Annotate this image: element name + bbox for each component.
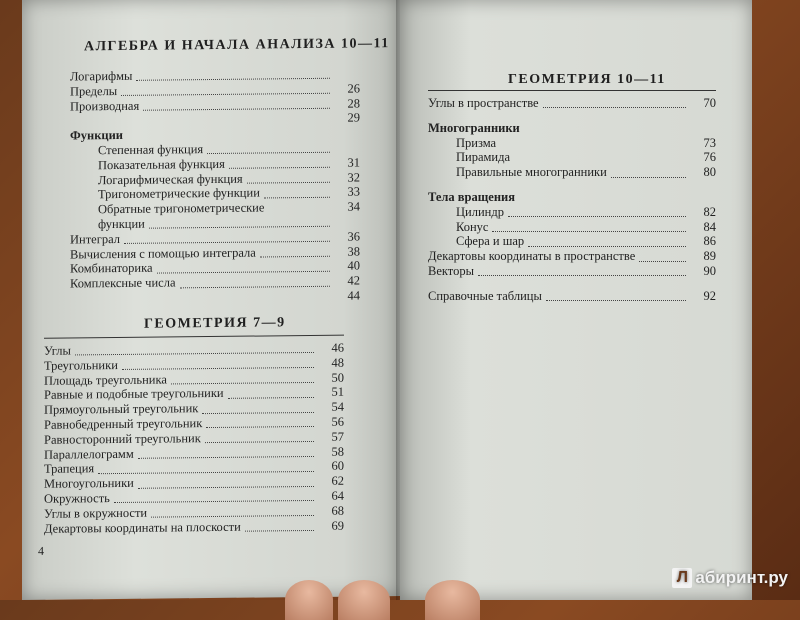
toc-entry-title: Углы (44, 343, 71, 358)
toc-entry-title: Показательная функция (70, 157, 225, 173)
toc-entry-title: Призма (428, 136, 496, 151)
toc-leader-dots (519, 193, 686, 202)
toc-geometry-10-11 (428, 96, 716, 304)
toc-entry-page: 33 (334, 185, 360, 200)
finger (285, 580, 333, 620)
toc-leader-dots (247, 173, 330, 184)
toc-leader-dots (207, 143, 330, 154)
toc-entry-title: Обратные тригонометрические (70, 201, 264, 218)
toc-leader-dots (171, 373, 314, 384)
toc-section-heading (428, 190, 716, 205)
toc-entry-page: 62 (318, 474, 344, 489)
toc-entry (428, 150, 716, 165)
finger (338, 580, 390, 620)
toc-entry-title: Декартовы координаты в пространстве (428, 249, 635, 264)
toc-entry-page: 36 (334, 229, 360, 244)
toc-entry-title: Прямоугольный треугольник (44, 401, 198, 417)
heading-geometry-10-11: ГЕОМЕТРИЯ 10—11 (508, 72, 666, 88)
toc-entry-page: 56 (318, 415, 344, 430)
toc-entry (70, 288, 360, 306)
divider (44, 335, 344, 339)
toc-entry-page: 73 (690, 136, 716, 151)
toc-entry-page: 89 (690, 249, 716, 264)
heading-geometry-7-9: ГЕОМЕТРИЯ 7—9 (144, 315, 286, 332)
toc-entry-title: функции (70, 217, 145, 233)
toc-leader-dots (151, 506, 314, 518)
toc-leader-dots (98, 462, 314, 474)
toc-entry-page: 58 (318, 444, 344, 459)
toc-entry-title: Пирамида (428, 150, 510, 165)
toc-entry-page: 31 (334, 155, 360, 170)
labirint-watermark (672, 568, 788, 588)
finger (425, 580, 480, 620)
toc-entry (428, 96, 716, 111)
toc-leader-dots (149, 217, 330, 229)
toc-entry-title: Функции (70, 128, 123, 143)
toc-entry-page: 76 (690, 150, 716, 165)
toc-leader-dots (432, 180, 686, 189)
toc-entry-page: 70 (690, 96, 716, 111)
toc-entry-title: Равнобедренный треугольник (44, 416, 202, 432)
toc-entry-title: Многоугольники (44, 476, 134, 492)
toc-leader-dots (514, 153, 686, 162)
toc-entry (428, 234, 716, 249)
toc-entry-title: Треугольники (44, 358, 118, 374)
toc-leader-dots (121, 84, 330, 96)
toc-entry-page: 48 (318, 355, 344, 370)
toc-entry-page: 29 (334, 111, 360, 126)
toc-entry-page: 57 (318, 429, 344, 444)
toc-entry (428, 264, 716, 279)
toc-entry-page: 34 (334, 200, 360, 215)
toc-entry-title: Степенная функция (70, 142, 203, 158)
toc-entry-page: 40 (334, 259, 360, 274)
toc-entry-title: Тела вращения (428, 190, 515, 205)
toc-leader-dots (546, 291, 686, 301)
toc-entry-title: Пределы (70, 84, 117, 99)
toc-leader-dots (611, 168, 686, 178)
toc-entry (428, 220, 716, 235)
toc-leader-dots (138, 447, 314, 459)
toc-leader-dots (138, 477, 314, 489)
toc-entry (428, 289, 716, 304)
toc-leader-dots (432, 111, 686, 120)
toc-leader-dots (245, 521, 314, 532)
toc-entry-page: 42 (334, 274, 360, 289)
toc-entry-page: 80 (690, 165, 716, 180)
toc-entry-title: Параллелограмм (44, 446, 134, 462)
toc-entry-title: Производная (70, 98, 139, 114)
toc-leader-dots (157, 262, 330, 274)
toc-entry-page: 50 (318, 370, 344, 385)
toc-leader-dots (228, 388, 314, 399)
toc-leader-dots (268, 203, 330, 213)
toc-entry-page: 92 (690, 289, 716, 304)
toc-entry-title: Справочные таблицы (428, 289, 542, 304)
toc-entry-page: 32 (334, 170, 360, 185)
toc-leader-dots (124, 232, 330, 244)
toc-leader-dots (206, 417, 314, 428)
toc-leader-dots (508, 207, 686, 217)
toc-entry-page: 51 (318, 385, 344, 400)
labirint-logo-icon: Л (672, 568, 692, 588)
heading-algebra: АЛГЕБРА И НАЧАЛА АНАЛИЗА 10—11 (84, 36, 390, 55)
toc-leader-dots (229, 158, 330, 169)
toc-entry-title: Окружность (44, 491, 110, 506)
toc-leader-dots (75, 343, 314, 356)
toc-entry-page: 64 (318, 489, 344, 504)
toc-entry-title: Комплексные числа (70, 276, 176, 292)
toc-entry-title: Правильные многогранники (428, 165, 607, 180)
toc-entry (428, 279, 716, 289)
toc-algebra (70, 66, 360, 306)
toc-leader-dots (528, 237, 686, 247)
toc-entry (428, 249, 716, 264)
toc-entry (44, 518, 344, 536)
toc-entry-page: 28 (334, 96, 360, 111)
toc-entry-title: Векторы (428, 264, 474, 279)
toc-entry-title: Логарифмическая функция (70, 171, 243, 188)
toc-leader-dots (114, 491, 314, 503)
toc-leader-dots (432, 279, 686, 288)
toc-entry-title: Декартовы координаты на плоскости (44, 519, 241, 536)
toc-entry-title: Сфера и шар (428, 234, 524, 249)
toc-entry-title: Трапеция (44, 462, 94, 477)
toc-entry-page: 84 (690, 220, 716, 235)
toc-entry (428, 205, 716, 220)
toc-leader-dots (143, 99, 330, 111)
right-page (400, 0, 752, 600)
toc-entry-title: Конус (428, 220, 488, 235)
toc-entry-page: 69 (318, 518, 344, 533)
toc-leader-dots (639, 252, 686, 262)
page-number: 4 (38, 544, 44, 559)
toc-entry-title: Вычисления с помощью интеграла (70, 245, 256, 262)
toc-leader-dots (180, 276, 331, 288)
toc-entry-page: 60 (318, 459, 344, 474)
toc-leader-dots (260, 247, 330, 258)
toc-entry-title: Логарифмы (70, 69, 132, 84)
toc-entry-page: 26 (334, 81, 360, 96)
toc-entry-title: Цилиндр (428, 205, 504, 220)
toc-leader-dots (492, 222, 686, 232)
toc-entry-page: 82 (690, 205, 716, 220)
toc-leader-dots (202, 403, 314, 414)
divider (428, 90, 716, 91)
toc-section-heading (428, 121, 716, 136)
toc-entry (428, 111, 716, 121)
toc-leader-dots (136, 69, 330, 81)
toc-leader-dots (205, 432, 314, 443)
toc-entry-title: Углы в пространстве (428, 96, 539, 111)
labirint-watermark-text: абиринт.ру (695, 568, 788, 588)
toc-entry-title: Площадь треугольника (44, 372, 167, 388)
toc-entry-title: Тригонометрические функции (70, 186, 260, 203)
toc-entry-title: Комбинаторика (70, 261, 153, 277)
toc-leader-dots (122, 358, 314, 370)
toc-entry-page: 86 (690, 234, 716, 249)
toc-entry-title: Равносторонний треугольник (44, 431, 201, 447)
toc-leader-dots (74, 292, 330, 304)
toc-entry-page: 90 (690, 264, 716, 279)
toc-entry-title: Многогранники (428, 121, 520, 136)
toc-entry-page: 54 (318, 400, 344, 415)
toc-leader-dots (478, 266, 686, 276)
left-page (22, 0, 400, 600)
toc-entry-title: Равные и подобные треугольники (44, 386, 224, 403)
toc-entry-title: Интеграл (70, 232, 120, 247)
toc-entry (428, 180, 716, 190)
toc-entry-page: 46 (318, 341, 344, 356)
toc-entry (428, 136, 716, 151)
toc-leader-dots (543, 98, 686, 108)
toc-leader-dots (264, 188, 330, 199)
toc-entry-title: Углы в окружности (44, 505, 147, 521)
toc-entry (428, 165, 716, 180)
toc-leader-dots (127, 129, 330, 140)
toc-geometry-7-9 (44, 341, 344, 537)
toc-entry-page: 38 (334, 244, 360, 259)
toc-entry-page: 44 (334, 288, 360, 303)
toc-leader-dots (500, 138, 686, 147)
toc-entry-page: 68 (318, 503, 344, 518)
toc-leader-dots (524, 124, 686, 133)
toc-leader-dots (74, 114, 330, 126)
